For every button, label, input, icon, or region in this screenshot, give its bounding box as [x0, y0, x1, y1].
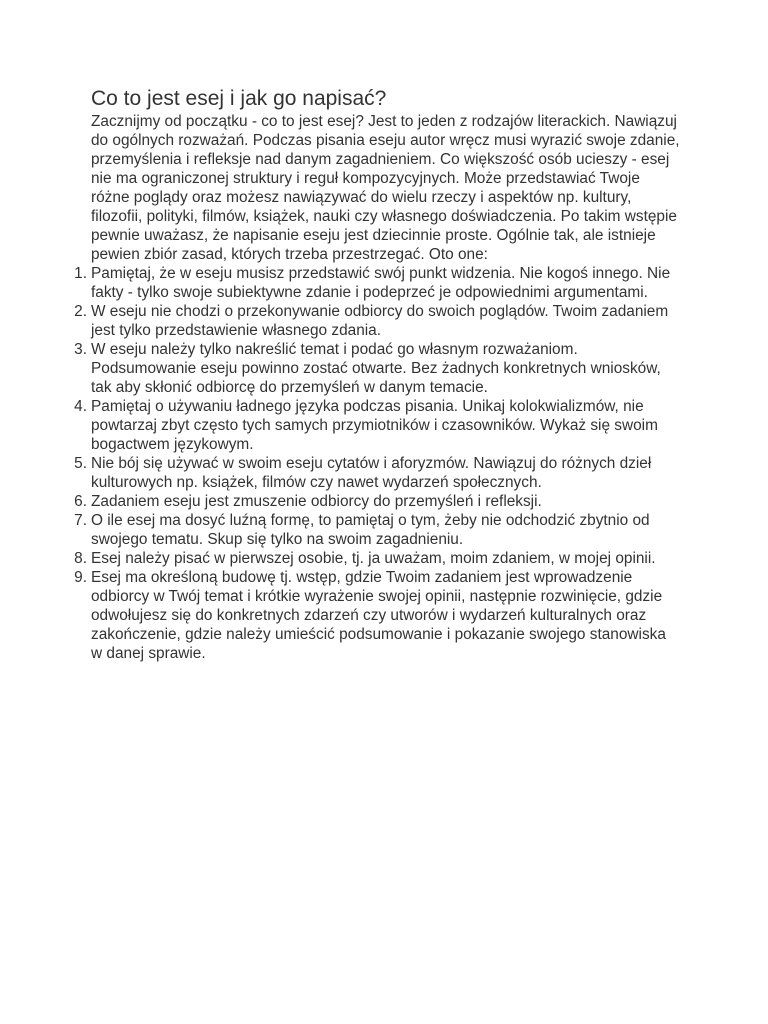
list-item-text: O ile esej ma dosyć luźną formę, to pamiętaj o tym, żeby nie odchodzić zbytnio od swojego tematu. Skup się tylko na swoim zagadnieniu.	[91, 512, 650, 548]
list-item	[74, 340, 681, 397]
list-item-number: 4.	[74, 398, 87, 415]
list-item-number: 5.	[74, 455, 87, 472]
list-item-number: 1.	[74, 265, 87, 282]
list-item-text: Pamiętaj, że w eseju musisz przedstawić swój punkt widzenia. Nie kogoś innego. Nie fakty - tylko swoje subiektywne zdanie i podeprzeć je odpowiednimi argumentami.	[91, 265, 671, 301]
rules-list	[74, 264, 681, 663]
list-item	[74, 302, 681, 340]
list-item-number: 6.	[74, 493, 87, 510]
list-item-text: Zadaniem eseju jest zmuszenie odbiorcy do przemyśleń i refleksji.	[91, 493, 542, 510]
list-item-text: Nie bój się używać w swoim eseju cytatów i aforyzmów. Nawiązuj do różnych dzieł kulturowych np. książek, filmów czy nawet wydarzeń społecznych.	[91, 455, 652, 491]
list-item	[74, 264, 681, 302]
list-item-text: Esej ma określoną budowę tj. wstęp, gdzie Twoim zadaniem jest wprowadzenie odbiorcy w Twój temat i krótkie wyrażenie swojej opinii, następnie rozwinięcie, gdzie odwołujesz się do konkretnych zdarzeń czy utworów i wydarzeń kulturalnych oraz zakończenie, gdzie należy umieścić podsumowanie i pokazanie swojego stanowiska w danej sprawie.	[91, 569, 666, 662]
list-item	[74, 454, 681, 492]
intro-paragraph: Zacznijmy od początku - co to jest esej? Jest to jeden z rodzajów literackich. Nawiązuj do ogólnych rozważań. Podczas pisania eseju autor wręcz musi wyrazić swoje zdanie, przemyślenia i refleksje nad danym zagadnieniem. Co większość osób ucieszy - esej nie ma ograniczonej struktury i reguł kompozycyjnych. Może przedstawiać Twoje różne poglądy oraz możesz nawiązywać do wielu rzeczy i aspektów np. kultury, filozofii, polityki, filmów, książek, nauki czy własnego doświadczenia. Po takim wstępie pewnie uważasz, że napisanie eseju jest dziecinnie proste. Ogólnie tak, ale istnieje pewien zbiór zasad, których trzeba przestrzegać. Oto one:	[91, 113, 680, 263]
list-item-number: 3.	[74, 341, 87, 358]
list-item-number: 7.	[74, 512, 87, 529]
list-item-text: Pamiętaj o używaniu ładnego języka podczas pisania. Unikaj kolokwializmów, nie powtarzaj zbyt często tych samych przymiotników i czasowników. Wykaż się swoim bogactwem językowym.	[91, 398, 658, 453]
list-item-number: 9.	[74, 569, 87, 586]
list-item-number: 2.	[74, 303, 87, 320]
document-body	[74, 86, 681, 663]
list-item-text: W eseju należy tylko nakreślić temat i podać go własnym rozważaniom. Podsumowanie eseju powinno zostać otwarte. Bez żadnych konkretnych wniosków, tak aby skłonić odbiorcę do przemyśleń w danym temacie.	[91, 341, 661, 396]
list-item	[74, 492, 681, 511]
list-item-number: 8.	[74, 550, 87, 567]
list-item-text: W eseju nie chodzi o przekonywanie odbiorcy do swoich poglądów. Twoim zadaniem jest tylko przedstawienie własnego zdania.	[91, 303, 669, 339]
list-item	[74, 511, 681, 549]
list-item	[74, 397, 681, 454]
list-item	[74, 568, 681, 663]
list-item	[74, 549, 681, 568]
list-item-text: Esej należy pisać w pierwszej osobie, tj. ja uważam, moim zdaniem, w mojej opinii.	[91, 550, 656, 567]
document-title: Co to jest esej i jak go napisać?	[91, 87, 387, 110]
